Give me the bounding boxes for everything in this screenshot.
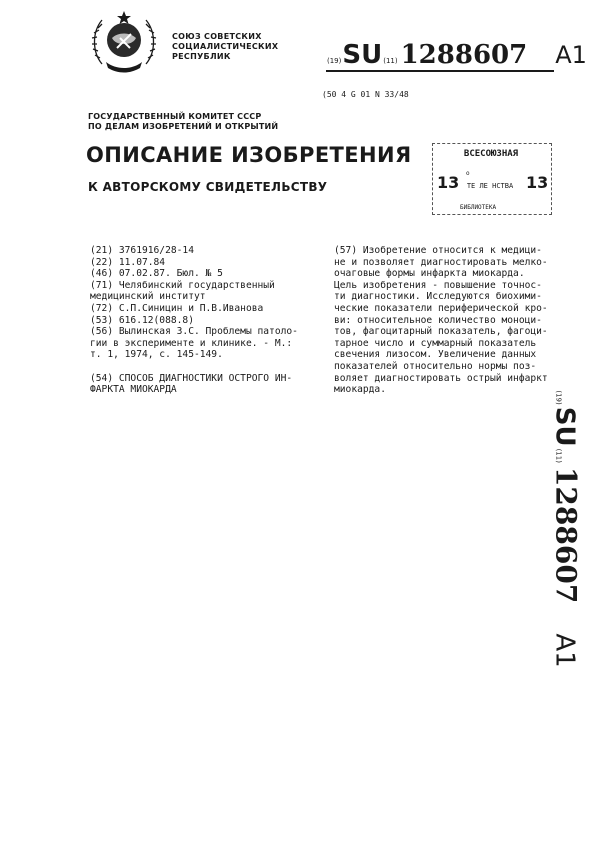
- biblio-line: гии в эксперименте и клинике. - М.:: [90, 337, 293, 349]
- biblio-line: (46) 07.02.87. Бюл. № 5: [90, 268, 223, 280]
- biblio-line: (71) Челябинский государственный: [90, 279, 275, 291]
- state-emblem-icon: [90, 8, 158, 76]
- abstract-line: миокарда.: [334, 384, 386, 396]
- stamp-header: ВСЕСОЮЗНАЯ: [463, 149, 519, 159]
- side-number: 1288607: [549, 466, 583, 604]
- biblio-line: т. 1, 1974, с. 145-149.: [90, 349, 223, 361]
- side-kind: A1: [549, 633, 580, 668]
- biblio-line: (53) 616.12(088.8): [90, 314, 194, 326]
- abstract-line: ви: относительное количество моноци-: [334, 314, 542, 326]
- document-title: ОПИСАНИЕ ИЗОБРЕТЕНИЯ: [86, 143, 412, 167]
- abstract-line: ти диагностики. Исследуются биохими-: [334, 291, 542, 303]
- bibliographic-data: [90, 245, 316, 396]
- stamp-mark: о: [466, 170, 470, 177]
- code-11: (11): [383, 57, 398, 65]
- patent-number-block: [326, 40, 587, 72]
- ipc-classification: (50 4 G 01 N 33/48: [322, 90, 409, 99]
- biblio-line: (22) 11.07.84: [90, 256, 166, 268]
- abstract-line: показателей относительно нормы поз-: [334, 360, 537, 372]
- abstract-line: ческие показатели периферической кро-: [334, 302, 548, 314]
- biblio-line: (72) С.П.Синицин и П.В.Иванова: [90, 302, 264, 314]
- invention-title-line: (54) СПОСОБ ДИАГНОСТИКИ ОСТРОГО ИН-: [90, 372, 293, 384]
- abstract-line: Цель изобретения - повышение точнос-: [334, 279, 542, 291]
- country-name: СОЮЗ СОВЕТСКИХ СОЦИАЛИСТИЧЕСКИХ РЕСПУБЛИК: [172, 32, 279, 61]
- side-patent-number: [548, 390, 584, 668]
- side-code-11: (11): [554, 448, 563, 463]
- patent-number-underline: [326, 70, 554, 72]
- abstract-line: (57) Изобретение относится к медици-: [334, 245, 542, 256]
- abstract: [334, 245, 562, 396]
- country-code: SU: [342, 40, 383, 70]
- biblio-line: (56) Вылинская З.С. Проблемы патоло-: [90, 326, 298, 338]
- abstract-line: тов, фагоцитарный показатель, фагоци-: [334, 326, 548, 338]
- side-country-code: SU: [549, 406, 580, 447]
- invention-title-line: ФАРКТА МИОКАРДА: [90, 384, 177, 396]
- stamp-middle: ТЕ ЛЕ НСТВА: [466, 182, 514, 190]
- biblio-line: медицинский институт: [90, 291, 206, 303]
- patent-kind: A1: [555, 41, 587, 69]
- stamp-footer: БИБЛИОТЕКА: [460, 204, 497, 211]
- stamp-number-left: 13: [437, 173, 460, 192]
- abstract-line: очаговые формы инфаркта миокарда.: [334, 268, 525, 280]
- abstract-line: воляет диагностировать острый инфаркт: [334, 372, 548, 384]
- biblio-line: [90, 361, 316, 373]
- patent-number: 1288607: [400, 40, 528, 70]
- abstract-line: не и позволяет диагностировать мелко-: [334, 256, 548, 268]
- code-19: (19): [327, 57, 342, 65]
- document-subtitle: К АВТОРСКОМУ СВИДЕТЕЛЬСТВУ: [88, 180, 328, 194]
- biblio-line: (21) 3761916/28-14: [90, 245, 194, 256]
- committee-name: ГОСУДАРСТВЕННЫЙ КОМИТЕТ СССР ПО ДЕЛАМ ИЗОБРЕТЕНИЙ И ОТКРЫТИЙ: [88, 112, 279, 131]
- abstract-line: свечения лизосом. Увеличение данных: [334, 349, 537, 361]
- abstract-line: тарное число и суммарный показатель: [334, 337, 537, 349]
- side-code-19: (19): [554, 390, 563, 405]
- stamp-number-right: 13: [526, 173, 549, 192]
